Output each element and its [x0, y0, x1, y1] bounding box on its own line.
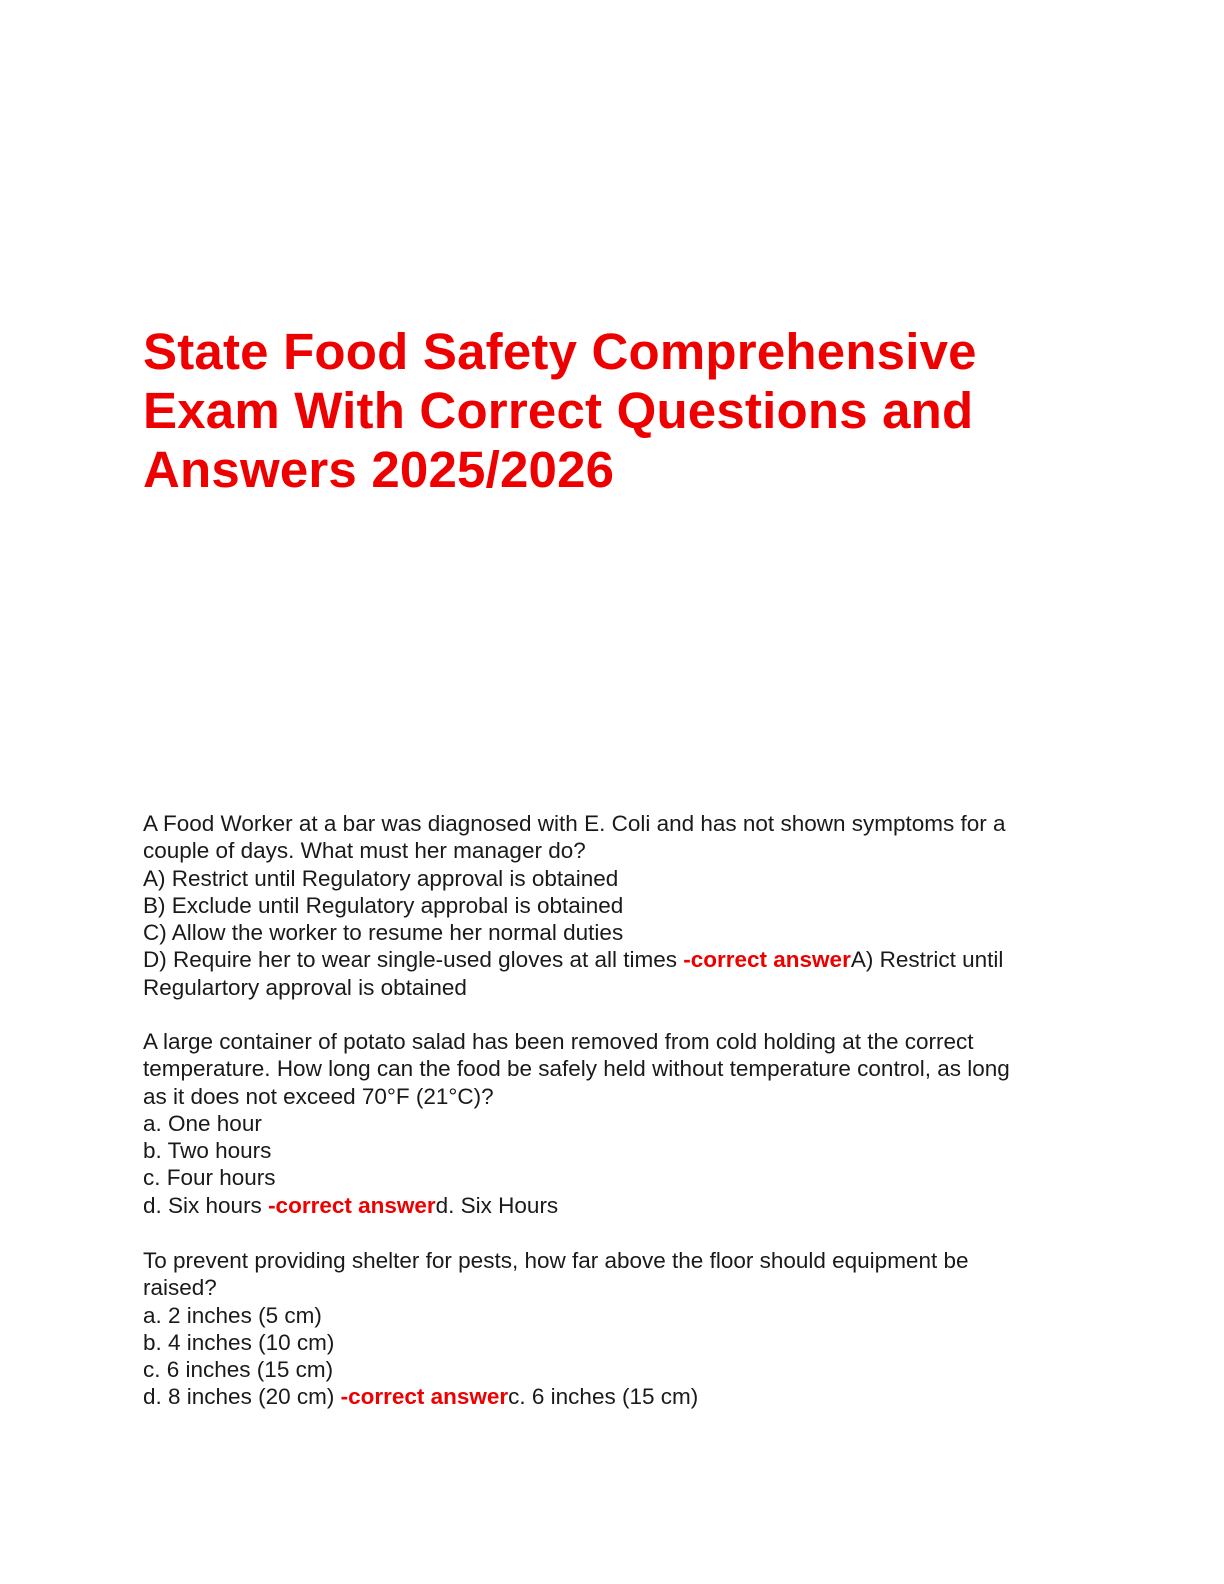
correct-answer-marker: -correct answer	[340, 1384, 509, 1410]
option-b: b. 4 inches (10 cm)	[143, 1329, 335, 1355]
correct-answer-text: A) Restrict until	[850, 947, 1004, 973]
option-a: a. 2 inches (5 cm)	[143, 1302, 322, 1328]
title-line: State Food Safety Comprehensive	[143, 323, 977, 380]
question-text: A large container of potato salad has been removed from cold holding at the correct	[143, 1029, 974, 1054]
option-b: b. Two hours	[143, 1138, 272, 1164]
title-line: Answers 2025/2026	[143, 441, 615, 498]
option-d: D) Require her to wear single-used gloves at all times	[143, 947, 684, 973]
option-a: A) Restrict until Regulatory approval is obtained	[143, 865, 619, 891]
question-text: temperature. How long can the food be safely held without temperature control, as long	[143, 1056, 1010, 1082]
correct-answer-marker: -correct answer	[683, 947, 851, 973]
document-title	[143, 322, 1083, 499]
option-a: a. One hour	[143, 1110, 262, 1136]
option-c: c. 6 inches (15 cm)	[143, 1357, 334, 1383]
option-d: d. 8 inches (20 cm)	[143, 1384, 341, 1410]
option-d: d. Six hours	[143, 1192, 269, 1218]
option-d-with-answer	[143, 1383, 1103, 1410]
question-text: To prevent providing shelter for pests, how far above the floor should equipment be	[143, 1248, 969, 1273]
option-d-with-answer	[143, 1192, 1103, 1219]
option-c: c. Four hours	[143, 1165, 276, 1191]
title-line: Exam With Correct Questions and	[143, 382, 974, 439]
question-block-3	[143, 1247, 1103, 1411]
question-text: A Food Worker at a bar was diagnosed with E. Coli and has not shown symptoms for a	[143, 811, 1006, 836]
question-block-2	[143, 1028, 1103, 1219]
option-c: C) Allow the worker to resume her normal duties	[143, 920, 624, 946]
correct-answer-text: d. Six Hours	[435, 1192, 559, 1218]
correct-answer-continued: Regulartory approval is obtained	[143, 974, 467, 1000]
question-text: raised?	[143, 1275, 217, 1301]
correct-answer-marker: -correct answer	[268, 1192, 436, 1218]
question-text: as it does not exceed 70°F (21°C)?	[143, 1083, 494, 1109]
correct-answer-text: c. 6 inches (15 cm)	[508, 1384, 699, 1410]
option-b: B) Exclude until Regulatory approbal is obtained	[143, 892, 624, 918]
question-block-1	[143, 810, 1103, 1001]
option-d-with-answer	[143, 946, 1103, 973]
question-text: couple of days. What must her manager do?	[143, 838, 586, 864]
